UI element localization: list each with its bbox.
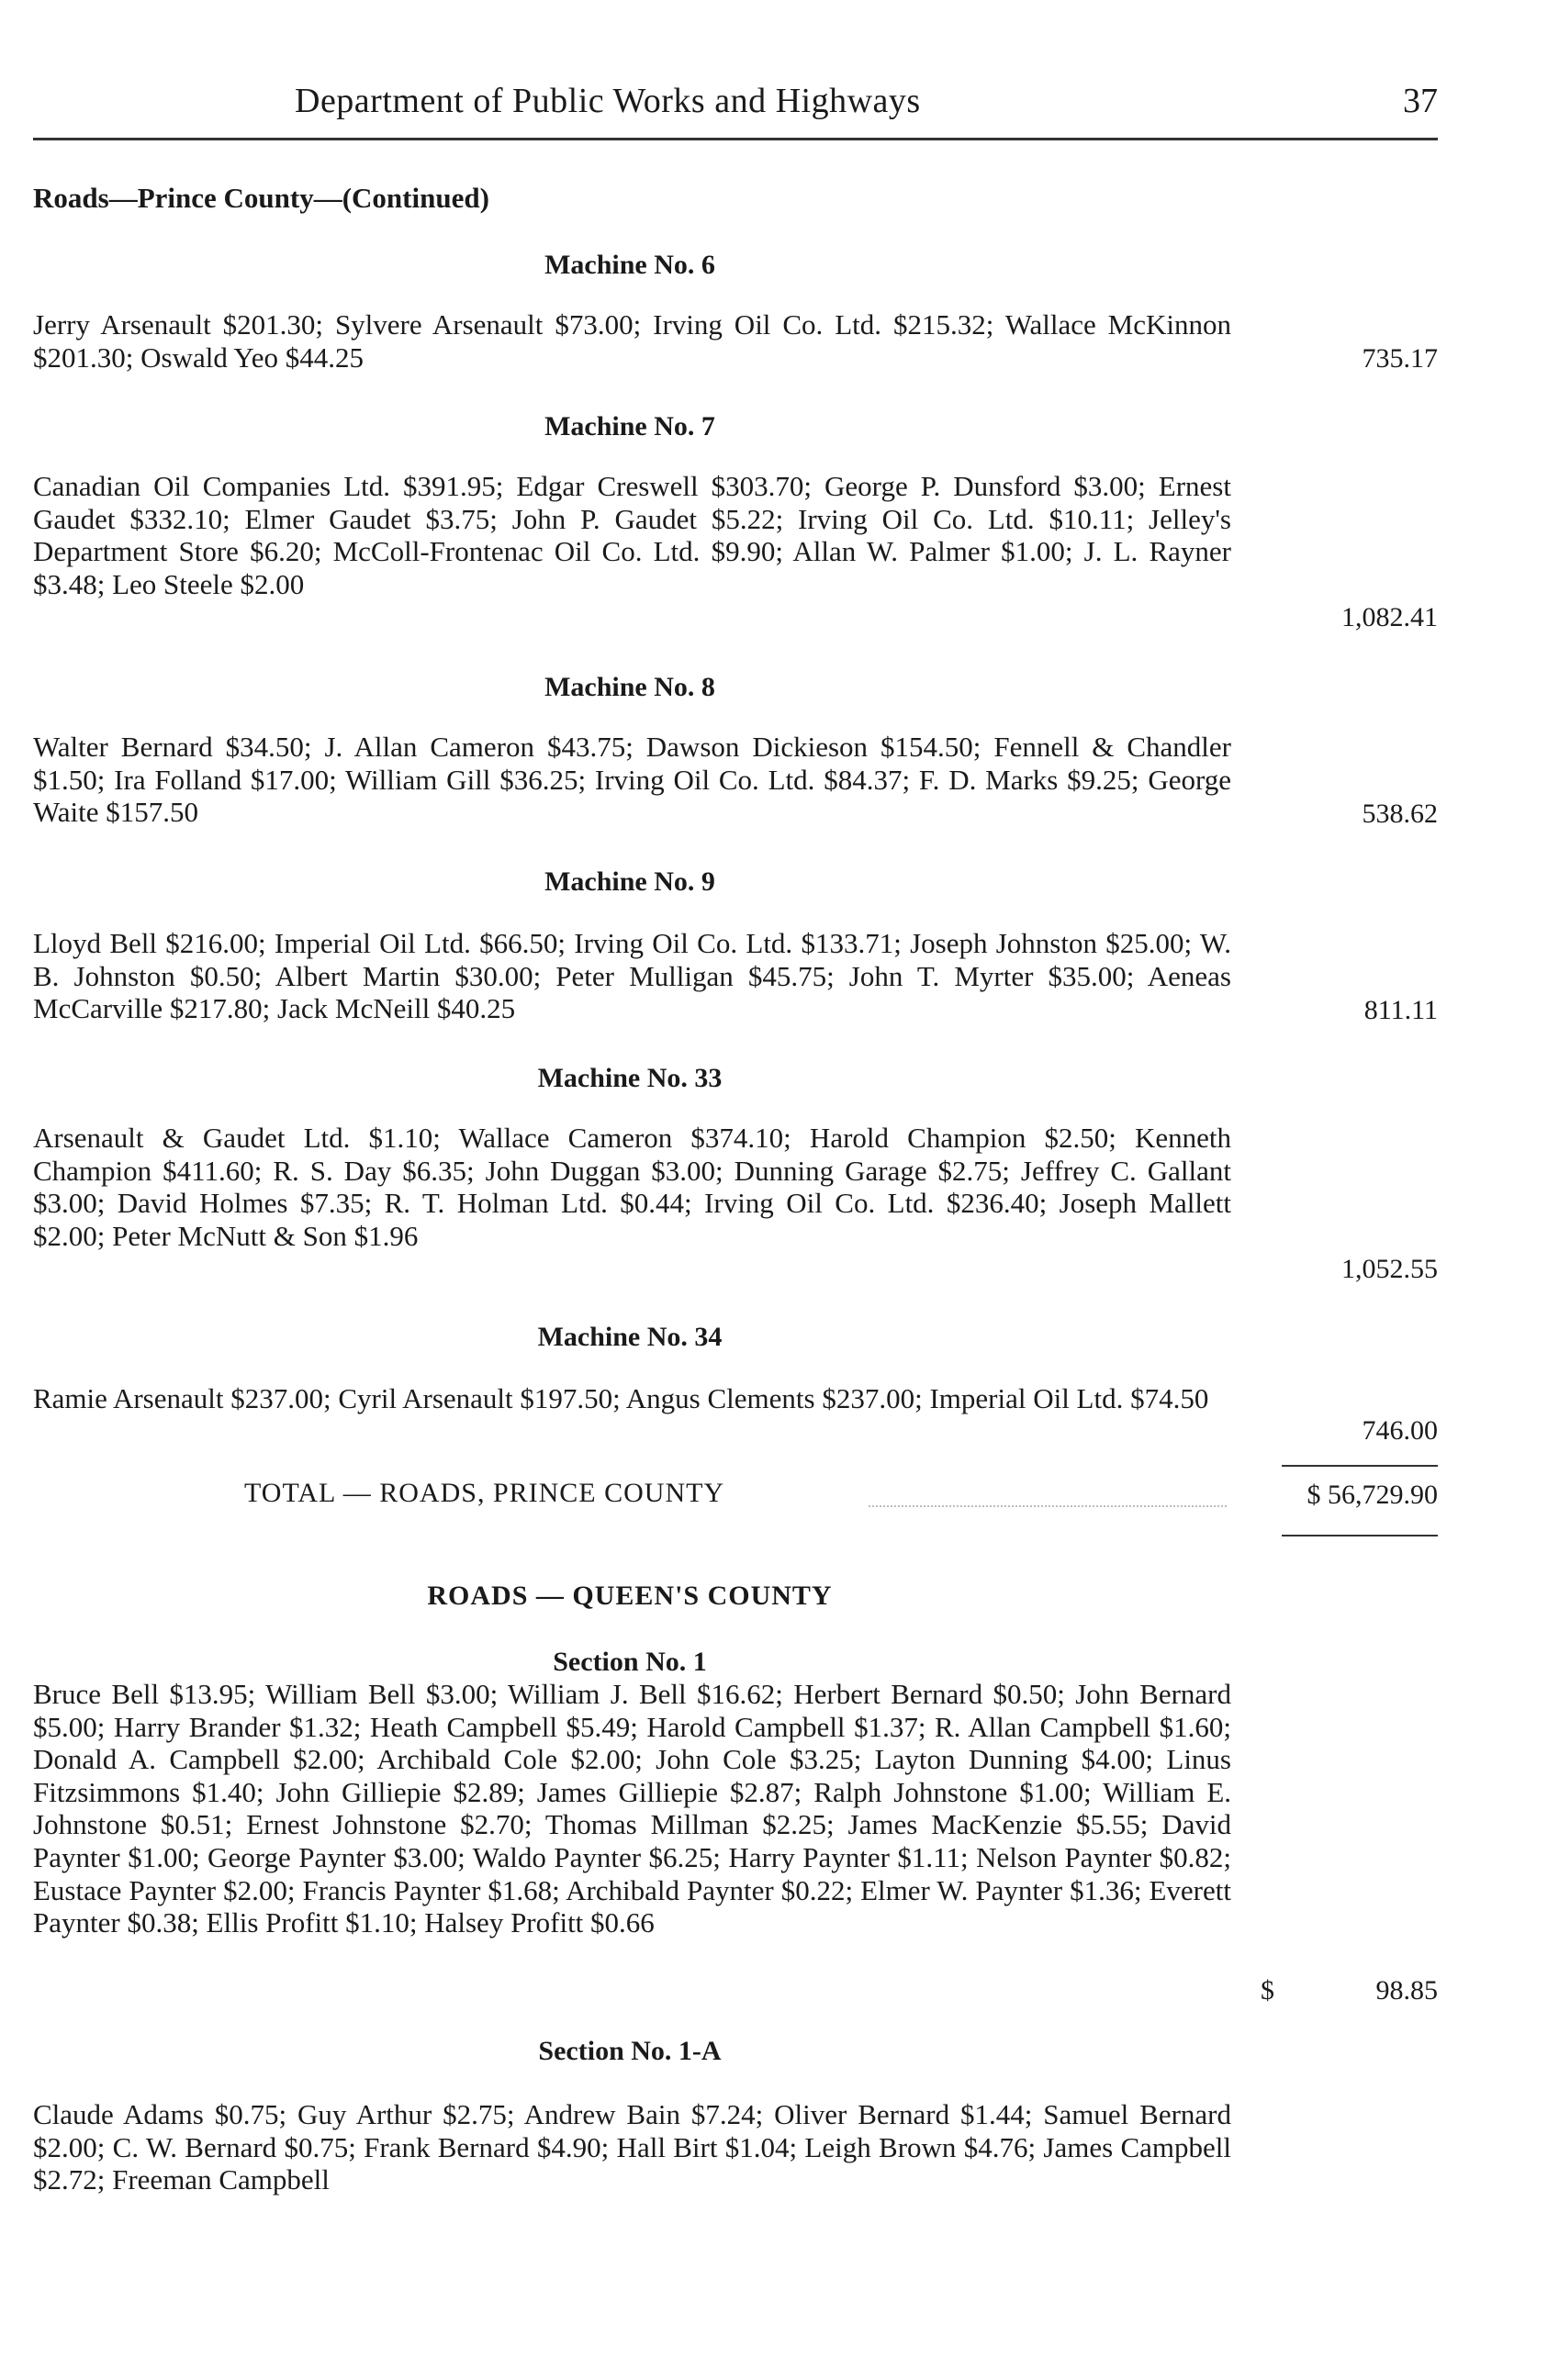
total-rule <box>1282 1535 1438 1536</box>
machine-33-heading: Machine No. 33 <box>537 1063 723 1093</box>
machine-8-amount: 538.62 <box>1362 799 1438 829</box>
section-1a-heading: Section No. 1-A <box>538 2036 722 2066</box>
machine-7-heading: Machine No. 7 <box>544 411 715 441</box>
total-label: TOTAL — ROADS, PRINCE COUNTY <box>244 1478 725 1508</box>
total-leader <box>869 1505 1227 1507</box>
section-1-amount: 98.85 <box>1375 1975 1438 2006</box>
section-1a-entries <box>33 2098 1231 2196</box>
machine-33-text: Arsenault & Gaudet Ltd. $1.10; Wallace Cameron $374.10; Harold Champion $2.50; Kenneth Champion $411.60; R. S. Day $6.35; John Duggan $3.00; Dunning Garage $2.75; Jeffrey C. Gallant $3.00; David Holmes $7.35; R. T. Holman Ltd. $0.44; Irving Oil Co. Ltd. $236.40; Joseph Mallett $2.00; Peter McNutt & Son $1.96 <box>33 1122 1231 1252</box>
queens-county-heading: ROADS — QUEEN'S COUNTY <box>427 1581 833 1611</box>
machine-6-entries <box>33 308 1231 374</box>
subtotal-rule <box>1282 1465 1438 1467</box>
section-1-dollar-sign: $ <box>1261 1975 1274 2006</box>
machine-34-entries <box>33 1382 1231 1415</box>
page-number: 37 <box>1403 82 1438 120</box>
machine-34-heading: Machine No. 34 <box>537 1322 723 1352</box>
machine-34-amount: 746.00 <box>1362 1415 1438 1446</box>
page-header <box>33 81 1438 127</box>
machine-6-text: Jerry Arsenault $201.30; Sylvere Arsenault $73.00; Irving Oil Co. Ltd. $215.32; Wallace McKinnon $201.30; Oswald Yeo $44.25 <box>33 308 1231 374</box>
running-header-title: Department of Public Works and Highways <box>295 82 921 120</box>
machine-9-amount: 811.11 <box>1363 995 1438 1025</box>
machine-7-entries <box>33 470 1231 600</box>
machine-6-heading: Machine No. 6 <box>544 250 715 280</box>
total-amount: $ 56,729.90 <box>1307 1480 1438 1510</box>
header-rule <box>33 138 1438 140</box>
machine-9-text: Lloyd Bell $216.00; Imperial Oil Ltd. $66.50; Irving Oil Co. Ltd. $133.71; Joseph Johnston $25.00; W. B. Johnston $0.50; Albert Martin $30.00; Peter Mulligan $45.75; John T. Myrter $35.00; Aeneas McCarville $217.80; Jack McNeill $40.25 <box>33 927 1231 1025</box>
machine-7-text: Canadian Oil Companies Ltd. $391.95; Edgar Creswell $303.70; George P. Dunsford $3.00; Ernest Gaudet $332.10; Elmer Gaudet $3.75; John P. Gaudet $5.22; Irving Oil Co. Ltd. $10.11; Jelley's Department Store $6.20; McColl-Frontenac Oil Co. Ltd. $9.90; Allan W. Palmer $1.00; J. L. Rayner $3.48; Leo Steele $2.00 <box>33 470 1231 600</box>
machine-8-entries <box>33 731 1231 829</box>
section-1a-text: Claude Adams $0.75; Guy Arthur $2.75; Andrew Bain $7.24; Oliver Bernard $1.44; Samuel Bernard $2.00; C. W. Bernard $0.75; Frank Bernard $4.90; Hall Birt $1.04; Leigh Brown $4.76; James Campbell $2.72; Freeman Campbell <box>33 2098 1231 2196</box>
section-1-heading: Section No. 1 <box>553 1647 707 1677</box>
machine-33-amount: 1,052.55 <box>1341 1254 1438 1284</box>
machine-34-text: Ramie Arsenault $237.00; Cyril Arsenault $197.50; Angus Clements $237.00; Imperial Oil Ltd. $74.50 <box>33 1382 1209 1414</box>
section-1-entries <box>33 1678 1231 1939</box>
document-page <box>33 0 1438 2380</box>
machine-8-heading: Machine No. 8 <box>544 672 715 702</box>
machine-33-entries <box>33 1122 1231 1252</box>
machine-9-heading: Machine No. 9 <box>544 866 715 897</box>
machine-6-amount: 735.17 <box>1362 343 1438 374</box>
machine-9-entries <box>33 927 1231 1025</box>
machine-7-amount: 1,082.41 <box>1341 602 1438 632</box>
machine-8-text: Walter Bernard $34.50; J. Allan Cameron $43.75; Dawson Dickieson $154.50; Fennell & Chandler $1.50; Ira Folland $17.00; William Gill $36.25; Irving Oil Co. Ltd. $84.37; F. D. Marks $9.25; George Waite $157.50 <box>33 731 1231 829</box>
section-1-text: Bruce Bell $13.95; William Bell $3.00; William J. Bell $16.62; Herbert Bernard $0.50; John Bernard $5.00; Harry Brander $1.32; Heath Campbell $5.49; Harold Campbell $1.37; R. Allan Campbell $1.60; Donald A. Campbell $2.00; Archibald Cole $2.00; John Cole $3.25; Layton Dunning $4.00; Linus Fitzsimmons $1.40; John Gilliepie $2.89; James Gilliepie $2.87; Ralph Johnstone $1.00; William E. Johnstone $0.51; Ernest Johnstone $2.70; Thomas Millman $2.25; James MacKenzie $5.55; David Paynter $1.00; George Paynter $3.00; Waldo Paynter $6.25; Harry Paynter $1.11; Nelson Paynter $0.82; Eustace Paynter $2.00; Francis Paynter $1.68; Archibald Paynter $0.22; Elmer W. Paynter $1.36; Everett Paynter $0.38; Ellis Profitt $1.10; Halsey Profitt $0.66 <box>33 1678 1231 1939</box>
section-heading: Roads—Prince County—(Continued) <box>33 182 489 214</box>
